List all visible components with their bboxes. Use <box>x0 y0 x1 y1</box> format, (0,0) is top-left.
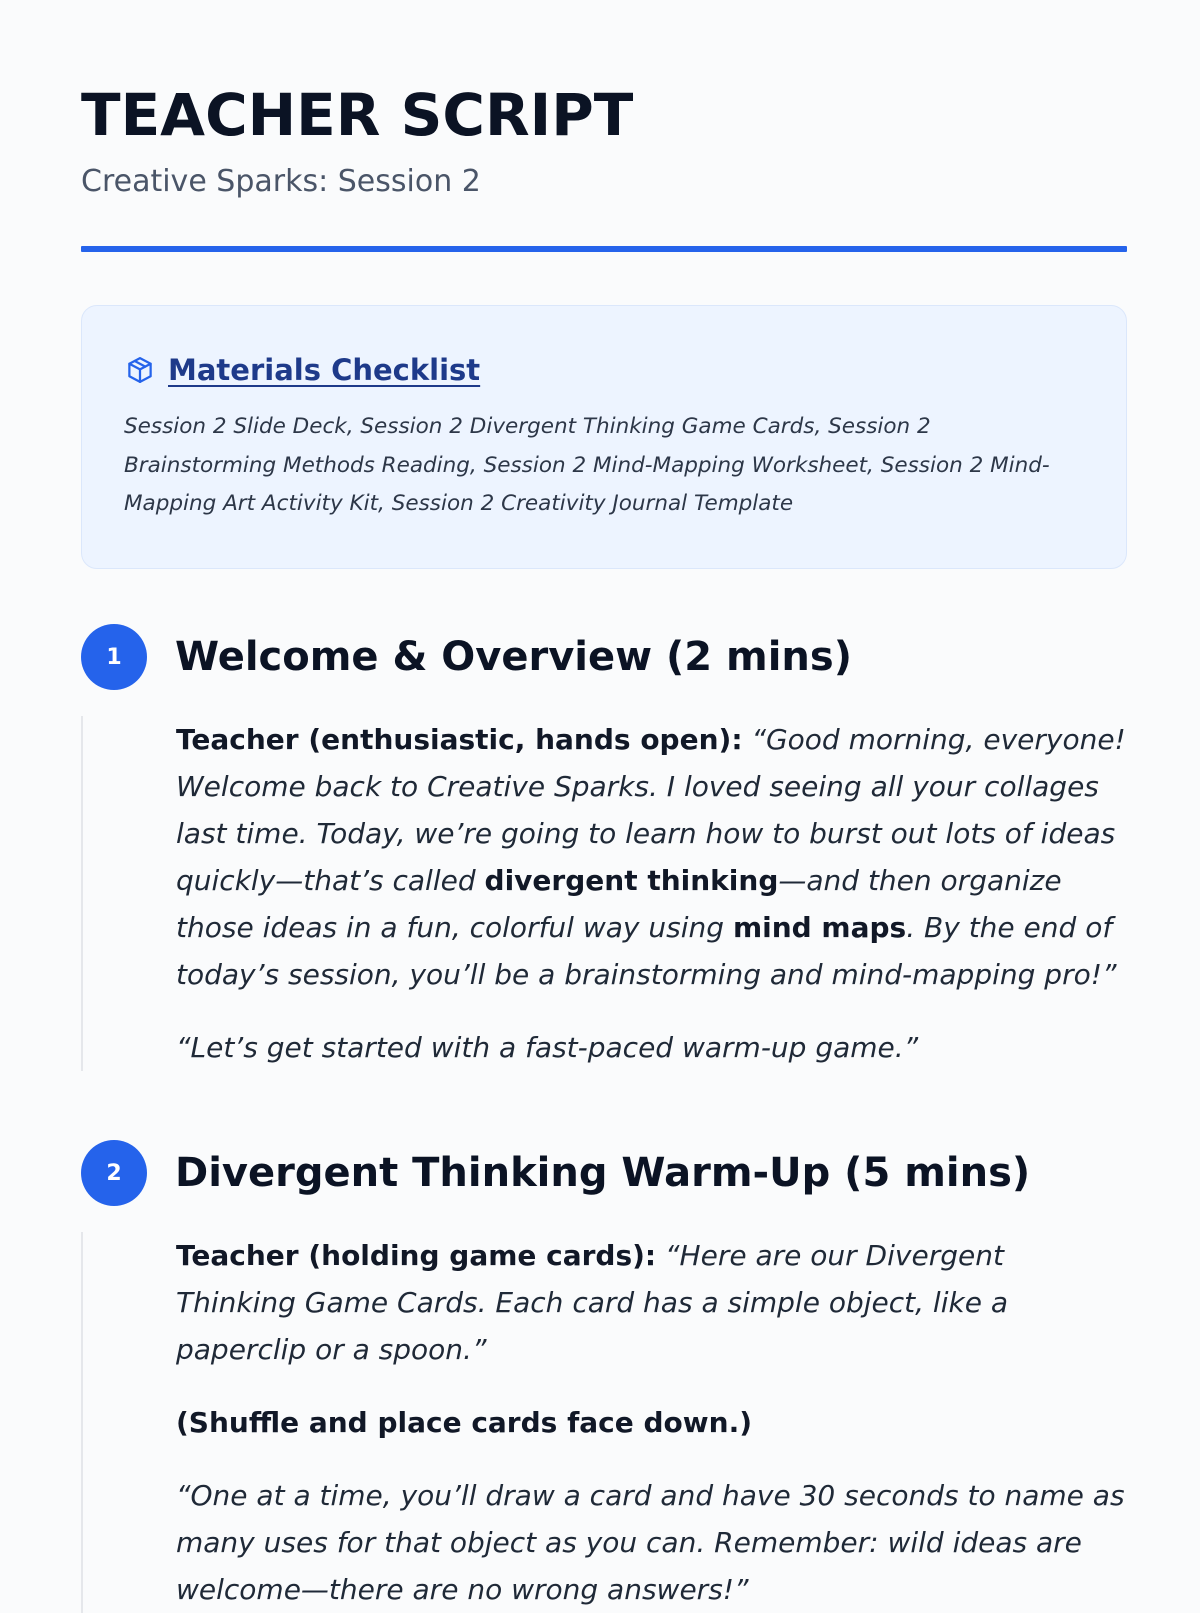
section-divergent-warm-up <box>81 1139 1127 1613</box>
materials-checklist-link[interactable]: Materials Checklist <box>168 353 481 387</box>
section-welcome-overview <box>81 623 1127 1071</box>
materials-card <box>81 305 1127 569</box>
speaker-label: Teacher (holding game cards): <box>176 1239 657 1272</box>
materials-header <box>124 350 1084 390</box>
step-number-badge: 2 <box>81 1140 147 1206</box>
package-icon <box>124 354 156 386</box>
section-body <box>81 1232 1127 1613</box>
title-divider <box>81 246 1127 252</box>
section-title: Welcome & Overview (2 mins) <box>175 634 852 680</box>
script-closing-quote: “Let’s get started with a fast-paced warm-up game.” <box>176 1031 919 1064</box>
section-body <box>81 716 1127 1071</box>
script-instructions: “One at a time, you’ll draw a card and have 30 seconds to name as many uses for that object as you can. Remember: wild ideas are welcome—there are no wrong answers!” <box>176 1479 1125 1606</box>
script-quote: —and then organize those ideas in a fun, colorful way using <box>176 864 1062 944</box>
step-number-badge: 1 <box>81 624 147 690</box>
script-quote: “Here are our Divergent Thinking Game Cards. Each card has a simple object, like a paperclip or a spoon.” <box>176 1239 1008 1366</box>
section-header <box>81 1139 1127 1207</box>
section-header <box>81 623 1127 691</box>
page-title: TEACHER SCRIPT <box>81 81 634 149</box>
key-term: divergent thinking <box>484 864 779 897</box>
page-subtitle: Creative Sparks: Session 2 <box>81 164 481 199</box>
section-title: Divergent Thinking Warm-Up (5 mins) <box>175 1150 1031 1196</box>
teacher-script-page <box>81 0 1127 1613</box>
script-paragraph <box>176 1232 1127 1373</box>
script-quote: . By the end of today’s session, you’ll be a brainstorming and mind-mapping pro!” <box>176 911 1117 991</box>
script-paragraph <box>176 716 1127 998</box>
script-quote: “Good morning, everyone! Welcome back to Creative Sparks. I loved seeing all your collages last time. Today, we’re going to learn how to burst out lots of ideas quickly—that’s called <box>176 723 1126 897</box>
stage-direction: (Shuffle and place cards face down.) <box>176 1406 752 1439</box>
materials-list: Session 2 Slide Deck, Session 2 Divergent Thinking Game Cards, Session 2 Brainstorming Methods Reading, Session 2 Mind-Mapping Worksheet, Session 2 Mind-Mapping Art Activity Kit, Session 2 Creativity Journal Template <box>124 414 1050 516</box>
key-term: mind maps <box>732 911 907 944</box>
speaker-label: Teacher (enthusiastic, hands open): <box>176 723 743 756</box>
